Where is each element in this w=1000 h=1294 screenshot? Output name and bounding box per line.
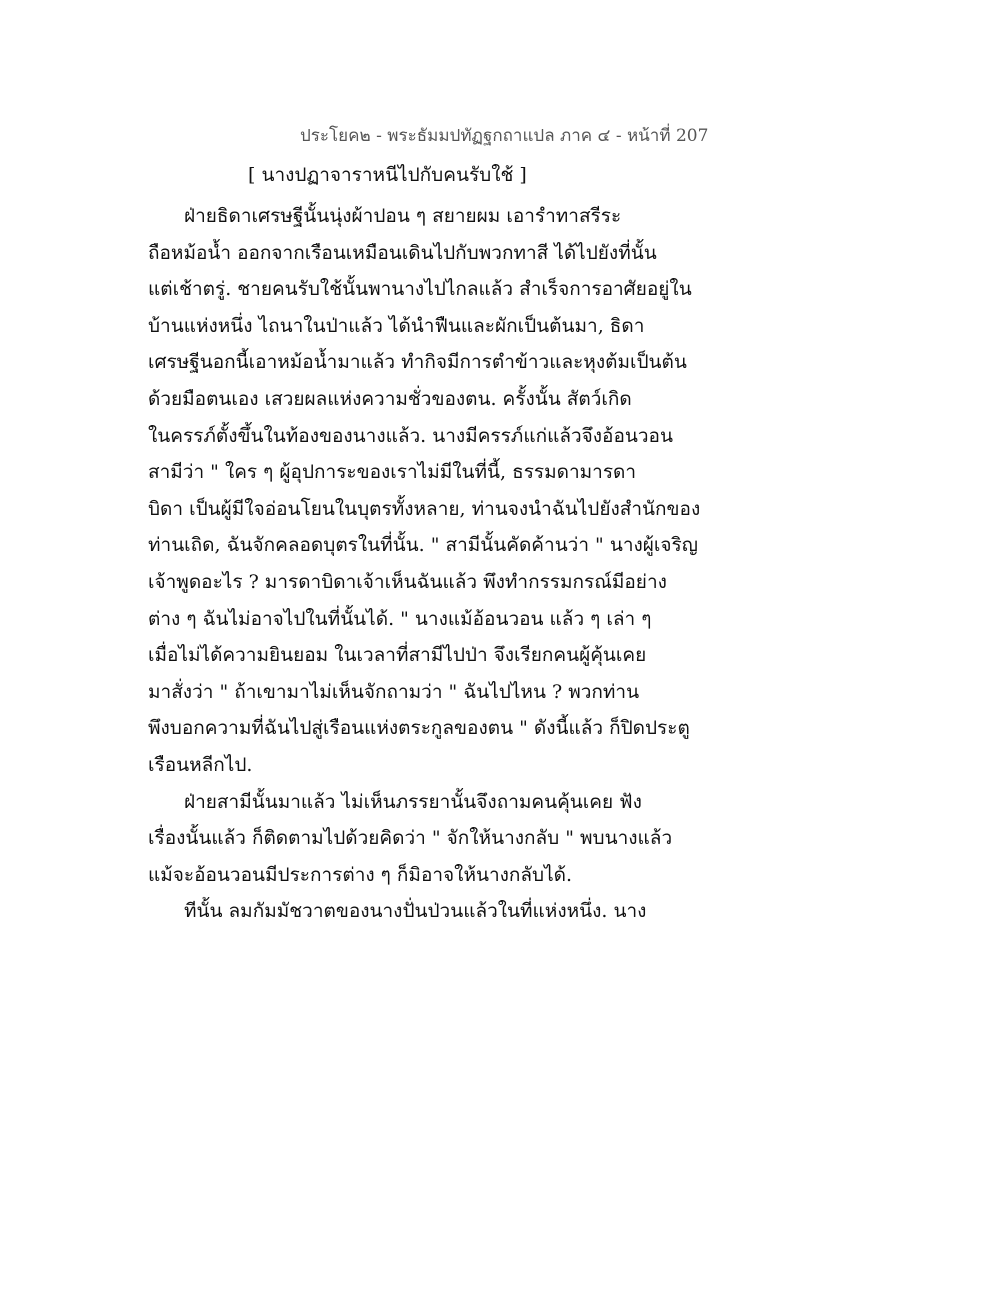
text-line: แต่เช้าตรู่. ชายคนรับใช้นั้นพานางไปไกลแล้ว สำเร็จการอาศัยอยู่ใน (148, 278, 692, 301)
text-line: แม้จะอ้อนวอนมีประการต่าง ๆ ก็มิอาจให้นางกลับได้. (148, 863, 573, 886)
paragraph (148, 893, 708, 930)
text-line: ด้วยมือตนเอง เสวยผลแห่งความชั่วของตน. ครั้งนั้น สัตว์เกิด (148, 387, 632, 410)
text-line: เศรษฐีนอกนี้เอาหม้อน้ำมาแล้ว ทำกิจมีการตำข้าวและหุงต้มเป็นต้น (148, 351, 687, 374)
text-line: บิดา เป็นผู้มีใจอ่อนโยนในบุตรทั้งหลาย, ท่านจงนำฉันไปยังสำนักของ (148, 497, 701, 520)
text-line: ทีนั้น ลมกัมมัชวาตของนางปั่นป่วนแล้วในที่แห่งหนึ่ง. นาง (184, 900, 647, 923)
text-line: เจ้าพูดอะไร ? มารดาบิดาเจ้าเห็นฉันแล้ว พึงทำกรรมกรณ์มีอย่าง (148, 570, 667, 593)
running-header: ประโยค๒ - พระธัมมปทัฏฐกถาแปล ภาค ๔ - หน้าที่ 207 (300, 126, 709, 146)
text-line: พึงบอกความที่ฉันไปสู่เรือนแห่งตระกูลของตน " ดังนี้แล้ว ก็ปิดประตู (148, 717, 690, 740)
paragraph (148, 198, 708, 784)
text-line: ถือหม้อน้ำ ออกจากเรือนเหมือนเดินไปกับพวกทาสี ได้ไปยังที่นั้น (148, 241, 657, 264)
text-line: ต่าง ๆ ฉันไม่อาจไปในที่นั้นได้. " นางแม้อ้อนวอน แล้ว ๆ เล่า ๆ (148, 607, 652, 630)
text-line: ท่านเถิด, ฉันจักคลอดบุตรในที่นั้น. " สามีนั้นคัดค้านว่า " นางผู้เจริญ (148, 534, 698, 557)
text-line: เมื่อไม่ได้ความยินยอม ในเวลาที่สามีไปป่า จึงเรียกคนผู้คุ้นเคย (148, 644, 647, 667)
text-line: สามีว่า " ใคร ๆ ผู้อุปการะของเราไม่มีในที่นี้, ธรรมดามารดา (148, 461, 637, 484)
text-line: ฝ่ายธิดาเศรษฐีนั้นนุ่งผ้าปอน ๆ สยายผม เอารำทาสรีระ (184, 205, 622, 227)
paragraph (148, 784, 708, 894)
text-line: เรื่องนั้นแล้ว ก็ติดตามไปด้วยคิดว่า " จักให้นางกลับ " พบนางแล้ว (148, 827, 673, 850)
text-line: มาสั่งว่า " ถ้าเขามาไม่เห็นจักถามว่า " ฉันไปไหน ? พวกท่าน (148, 680, 640, 703)
text-line: เรือนหลีกไป. (148, 753, 253, 776)
body-text (148, 198, 708, 930)
text-line: ฝ่ายสามีนั้นมาแล้ว ไม่เห็นภรรยานั้นจึงถามคนคุ้นเคย ฟัง (184, 790, 642, 813)
section-title: [ นางปฏาจาราหนีไปกับคนรับใช้ ] (248, 164, 527, 186)
text-line: ในครรภ์ตั้งขึ้นในท้องของนางแล้ว. นางมีครรภ์แก่แล้วจึงอ้อนวอน (148, 424, 673, 447)
text-line: บ้านแห่งหนึ่ง ไถนาในป่าแล้ว ได้นำฟืนและผักเป็นต้นมา, ธิดา (148, 314, 645, 337)
